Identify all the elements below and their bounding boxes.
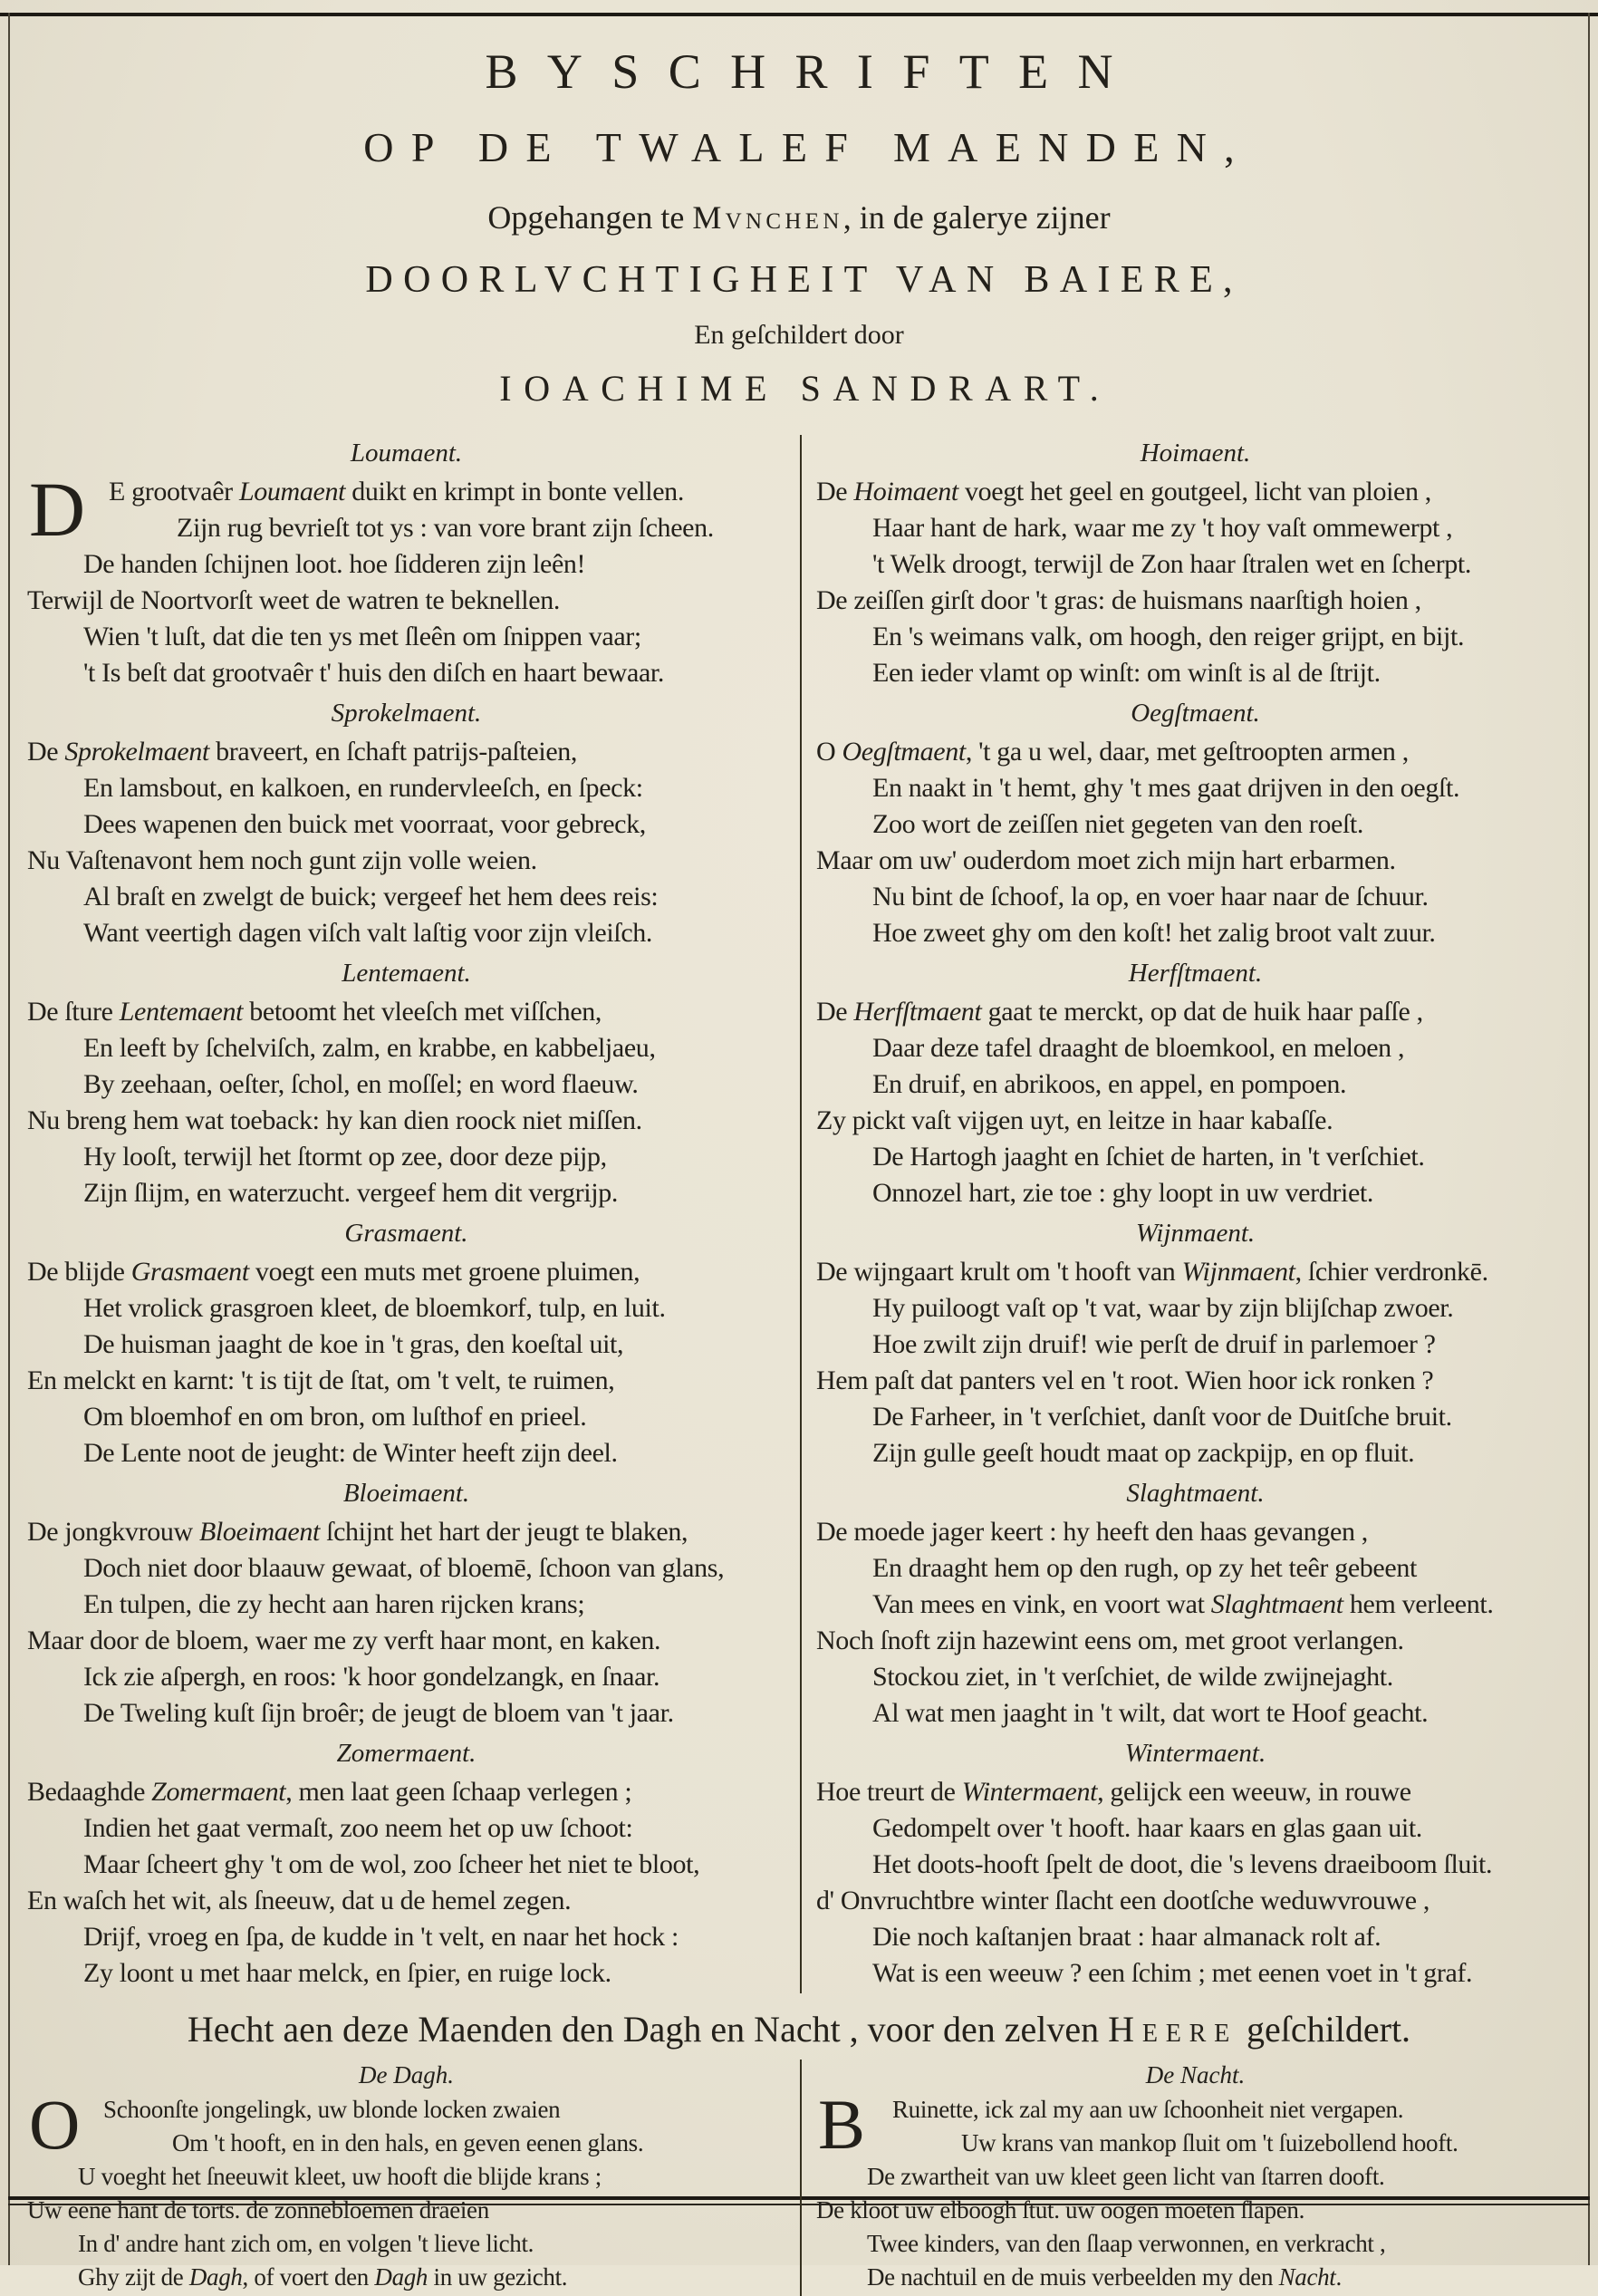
stanza-title: De Nacht. <box>1145 2061 1246 2089</box>
poem-line <box>816 770 1574 806</box>
poem-line <box>816 1030 1574 1066</box>
line-text: Hoe zweet ghy om den koſt! het zalig broot valt zuur. <box>872 918 1436 948</box>
line-text: En waſch het wit, als ſneeuw, dat u de hemel zegen. <box>27 1886 572 1915</box>
poem-line <box>27 655 785 691</box>
stanza-hoimaent <box>816 439 1574 691</box>
line-text: , 't ga u wel, daar, met geſtroopten armen , <box>965 737 1409 767</box>
poem-line <box>816 2194 1574 2227</box>
line-text: Uw eene hant de torts. de zonnebloemen draeien <box>27 2196 489 2224</box>
poem-line <box>816 1810 1574 1847</box>
dedication-pre: Opgehangen te <box>487 199 693 236</box>
stanza-body <box>816 994 1574 1211</box>
line-text: En leeft by ſchelviſch, zalm, en krabbe, en kabbeljaeu, <box>83 1033 656 1063</box>
poem-line <box>27 770 785 806</box>
day-night-columns <box>27 2056 1574 2296</box>
poem-line <box>27 1514 785 1550</box>
line-text: E grootvaêr <box>109 477 239 506</box>
line-text: Doch niet door blaauw gewaat, of bloemē, ſchoon van glans, <box>83 1553 725 1583</box>
line-text: Het doots-hooft ſpelt de doot, die 's levens draeiboom ſluit. <box>872 1849 1493 1879</box>
dedication-post: , in de galerye zijner <box>842 199 1111 236</box>
line-text: De moede jager keert : hy heeft den haas gevangen , <box>816 1517 1368 1547</box>
poem-line <box>27 2194 785 2227</box>
month-name-italic: Loumaent <box>238 477 346 506</box>
stanza-body <box>816 2085 1574 2294</box>
masthead <box>0 16 1598 410</box>
poem-line <box>27 619 785 655</box>
line-text: , ſchier verdronkē. <box>1295 1257 1488 1287</box>
line-text: Om 't hooft, en in den hals, en geven eenen glans. <box>172 2129 644 2156</box>
line-text: Gedompelt over 't hooft. haar kaars en glas gaan uit. <box>872 1813 1422 1843</box>
poem-line <box>27 583 785 619</box>
hecht-post: geſchildert. <box>1237 2009 1411 2050</box>
poem-line <box>816 843 1574 879</box>
line-text: U voeght het ſneeuwit kleet, uw hooft die blijde krans ; <box>78 2163 602 2190</box>
poem-line <box>27 1066 785 1103</box>
poem-line <box>816 915 1574 951</box>
stanza-body <box>27 1254 785 1471</box>
line-text: Zijn ſlijm, en waterzucht. vergeef hem dit vergrijp. <box>83 1178 618 1208</box>
line-text: Twee kinders, van den ſlaap verwonnen, en verkracht , <box>867 2230 1386 2257</box>
poem-line <box>816 1066 1574 1103</box>
poem-line <box>27 1175 785 1211</box>
line-text: De wijngaart krult om 't hooft van <box>816 1257 1182 1287</box>
stanza-body <box>27 1774 785 1992</box>
line-text: Al braſt en zwelgt de buick; vergeef het hem dees reis: <box>83 882 659 912</box>
poem-line <box>816 546 1574 583</box>
poem-line <box>816 1290 1574 1326</box>
poem-line <box>27 2261 785 2294</box>
painted-by-line: En geſchildert door <box>694 320 904 350</box>
bottom-column-divider <box>800 2060 802 2296</box>
line-text: Die noch kaſtanjen braat : haar almanack rolt af. <box>872 1922 1381 1952</box>
poem-line <box>816 1514 1574 1550</box>
line-text: . <box>1335 2263 1342 2291</box>
poem-line <box>27 843 785 879</box>
poem-line <box>816 879 1574 915</box>
poem-line <box>816 1587 1574 1623</box>
line-text: betoomt het vleeſch met viſſchen, <box>243 997 602 1027</box>
month-name-italic: Lentemaent <box>119 997 244 1027</box>
stanza-bloeimaent <box>27 1479 785 1732</box>
poem-line <box>816 619 1574 655</box>
stanza-title: Herfſtmaent. <box>1128 959 1263 988</box>
line-text: Zy pickt vaſt vijgen uyt, en leitze in haar kabaſſe. <box>816 1105 1333 1135</box>
line-text: Hem paſt dat panters vel en 't root. Wien hoor ick ronken ? <box>816 1365 1434 1395</box>
line-text: De ſture <box>27 997 120 1027</box>
line-text: 't Is beſt dat grootvaêr t' huis den diſch en haart bewaar. <box>83 658 665 688</box>
stanza-body <box>816 1774 1574 1992</box>
nacht-column <box>816 2056 1574 2296</box>
poem-line <box>816 1175 1574 1211</box>
stanza-body <box>27 994 785 1211</box>
line-text: Drijf, vroeg en ſpa, de kudde in 't velt, en naar het hock : <box>83 1922 679 1952</box>
line-text: De Lente noot de jeught: de Winter heeft zijn deel. <box>83 1438 618 1468</box>
poem-line <box>816 1955 1574 1992</box>
poem-line <box>27 1587 785 1623</box>
poem-line <box>27 510 785 546</box>
line-text: De zwartheit van uw kleet geen licht van ſtarren dooft. <box>867 2163 1385 2190</box>
line-text: De <box>816 997 854 1027</box>
poem-line <box>816 510 1574 546</box>
line-text: in uw gezicht. <box>428 2263 568 2291</box>
poem-line <box>816 2127 1574 2160</box>
line-text: En lamsbout, en kalkoen, en rundervleeſch, en ſpeck: <box>83 773 643 803</box>
stanza-title: Oegſtmaent. <box>1131 699 1260 728</box>
stanza-sprokelmaent <box>27 699 785 951</box>
poem-line <box>27 1774 785 1810</box>
poem-line <box>27 2227 785 2261</box>
poem-line <box>816 806 1574 843</box>
poem-line <box>27 1695 785 1732</box>
stanza-grasmaent <box>27 1219 785 1471</box>
poem-line <box>816 1774 1574 1810</box>
stanza-body <box>27 734 785 951</box>
stanza-title: Lentemaent. <box>342 959 471 988</box>
line-text: De Tweling kuſt ſijn broêr; de jeugt de bloem van 't jaar. <box>83 1698 674 1728</box>
stanza-zomermaent <box>27 1739 785 1992</box>
column-divider <box>800 435 802 1993</box>
stanza-body <box>816 474 1574 691</box>
line-text: braveert, en ſchaft patrijs-paſteien, <box>208 737 578 767</box>
stanza-title: Bloeimaent. <box>342 1479 470 1508</box>
poem-line <box>27 546 785 583</box>
line-text: Ick zie aſpergh, en roos: 'k hoor gondelzangk, en ſnaar. <box>83 1662 660 1692</box>
stanza-wintermaent <box>816 1739 1574 1992</box>
line-text: gaat te merckt, op dat de huik haar paſſe , <box>981 997 1423 1027</box>
poem-line <box>27 1326 785 1363</box>
line-text: De <box>27 737 65 767</box>
line-text: Maar om uw' ouderdom moet zich mijn hart erbarmen. <box>816 845 1396 875</box>
line-text: De Farheer, in 't verſchiet, danſt voor de Duitſche bruit. <box>872 1402 1452 1432</box>
drop-cap: D <box>29 466 86 553</box>
stanza-loumaent <box>27 439 785 691</box>
line-text: Hy puiloogt vaſt op 't vat, waar by zijn blijſchap zwoer. <box>872 1293 1454 1323</box>
poem-line <box>816 1139 1574 1175</box>
stanza-body <box>27 1514 785 1732</box>
artist-name: IOACHIME SANDRART. <box>499 368 1112 409</box>
month-name-italic: Herfſtmaent <box>853 997 982 1027</box>
line-text: De nachtuil en de muis verbeelden my den <box>867 2263 1279 2291</box>
line-text: En draaght hem op den rugh, op zy het teêr gebeent <box>872 1553 1417 1583</box>
line-text: In d' andre hant zich om, en volgen 't lieve licht. <box>78 2230 534 2257</box>
line-text: Zijn rug bevrieſt tot ys : van vore brant zijn ſcheen. <box>177 513 714 543</box>
main-title: BYSCHRIFTEN <box>485 44 1142 99</box>
line-text: Daar deze tafel draaght de bloemkool, en meloen , <box>872 1033 1405 1063</box>
line-text: , men laat geen ſchaap verlegen ; <box>285 1777 632 1807</box>
line-text: Nu Vaſtenavont hem noch gunt zijn volle weien. <box>27 845 537 875</box>
poem-line <box>816 2261 1574 2294</box>
month-name-italic: Wijnmaent <box>1181 1257 1295 1287</box>
stanza-body <box>27 466 785 691</box>
line-text: ſchijnt het hart der jeugt te blaken, <box>319 1517 688 1547</box>
line-text: Wat is een weeuw ? een ſchim ; met eenen voet in 't graf. <box>872 1958 1473 1988</box>
page-content <box>0 16 1598 2296</box>
month-name-italic: Grasmaent <box>130 1257 249 1287</box>
month-name-italic: Bloeimaent <box>198 1517 320 1547</box>
poem-line <box>27 1435 785 1471</box>
stanza-title: Hoimaent. <box>1140 439 1251 468</box>
poem-line <box>816 1363 1574 1399</box>
line-text: , gelijck een weeuw, in rouwe <box>1097 1777 1411 1807</box>
month-name-italic: Sprokelmaent <box>64 737 209 767</box>
drop-cap: B <box>818 2085 866 2164</box>
left-column <box>27 431 785 1993</box>
line-text: Hoe zwilt zijn druif! wie perſt de druif in parlemoer ? <box>872 1329 1436 1359</box>
stanza-title: De Dagh. <box>359 2061 454 2089</box>
line-text: O <box>816 737 842 767</box>
line-text: Maar door de bloem, waer me zy verft haar mont, en kaken. <box>27 1626 661 1655</box>
stanza-slaghtmaent <box>816 1479 1574 1732</box>
poem-line <box>816 474 1574 510</box>
line-text: En melckt en karnt: 't is tijt de ſtat, om 't velt, te ruimen, <box>27 1365 615 1395</box>
poem-line <box>27 1550 785 1587</box>
line-text: Een ieder vlamt op winſt: om winſt is al de ſtrijt. <box>872 658 1381 688</box>
line-text: Wien 't luſt, dat die ten ys met ſleên om ſnippen vaar; <box>83 622 641 651</box>
line-text: Nu bint de ſchoof, la op, en voer haar naar de ſchuur. <box>872 882 1429 912</box>
poem-line <box>816 734 1574 770</box>
month-name-italic: Hoimaent <box>853 477 958 506</box>
month-name-italic: Oegſtmaent <box>842 737 966 767</box>
poem-line <box>27 1103 785 1139</box>
line-text: Indien het gaat vermaſt, zoo neem het op uw ſchoot: <box>83 1813 633 1843</box>
line-text: Nu breng hem wat toeback: hy kan dien roock niet miſſen. <box>27 1105 642 1135</box>
poem-line <box>27 2127 785 2160</box>
poem-line <box>816 1883 1574 1919</box>
line-text: Bedaaghde <box>27 1777 152 1807</box>
poem-line <box>27 2093 785 2127</box>
stanza-title: Wintermaent. <box>1124 1739 1266 1768</box>
line-text: De blijde <box>27 1257 131 1287</box>
line-text: Van mees en vink, en voort wat <box>872 1589 1211 1619</box>
line-text: Onnozel hart, zie toe : ghy loopt in uw verdriet. <box>872 1178 1374 1208</box>
poem-line <box>27 2160 785 2194</box>
poem-line <box>816 655 1574 691</box>
line-text: duikt en krimpt in bonte vellen. <box>345 477 684 506</box>
poem-line <box>27 1847 785 1883</box>
poem-line <box>816 2093 1574 2127</box>
poem-line <box>27 1254 785 1290</box>
poem-line <box>27 1955 785 1992</box>
poem-line <box>816 2227 1574 2261</box>
line-text: Zoo wort de zeiſſen niet gegeten van den roeſt. <box>872 809 1364 839</box>
poem-line <box>816 1399 1574 1435</box>
stanza-body <box>816 1254 1574 1471</box>
line-text: hem verleent. <box>1343 1589 1494 1619</box>
stanza-body <box>816 1514 1574 1732</box>
poem-line <box>816 1254 1574 1290</box>
poem-line <box>27 1919 785 1955</box>
stanza-wijnmaent <box>816 1219 1574 1471</box>
hecht-pre: Hecht aen deze Maenden den Dagh en Nacht , voor den zelven <box>187 2009 1109 2050</box>
line-text: voegt het geel en goutgeel, licht van ploien , <box>958 477 1431 506</box>
line-text: En druif, en abrikoos, en appel, en pompoen. <box>872 1069 1347 1099</box>
poem-line <box>816 1103 1574 1139</box>
stanza-lentemaent <box>27 959 785 1211</box>
line-text: Haar hant de hark, waar me zy 't hoy vaſt ommewerpt , <box>872 513 1453 543</box>
drop-cap: O <box>29 2085 81 2164</box>
day-night-heading <box>0 2008 1598 2050</box>
line-text: Terwijl de Noortvorſt weet de watren te beknellen. <box>27 585 561 615</box>
dagh-column <box>27 2056 785 2296</box>
stanza-title: Loumaent. <box>350 439 463 468</box>
line-text: Want veertigh dagen viſch valt laſtig voor zijn vleiſch. <box>83 918 653 948</box>
poem-line <box>27 879 785 915</box>
poem-line <box>27 1030 785 1066</box>
stanza-title: Grasmaent. <box>344 1219 468 1248</box>
poem-line <box>27 1363 785 1399</box>
line-text: Noch ſnoft zijn hazewint eens om, met groot verlangen. <box>816 1626 1404 1655</box>
month-name-italic: Dagh <box>188 2263 243 2291</box>
line-text: De Hartogh jaaght en ſchiet de harten, in 't verſchiet. <box>872 1142 1425 1172</box>
poem-line <box>27 1139 785 1175</box>
line-text: Zy loont u met haar melck, en ſpier, en ruige lock. <box>83 1958 611 1988</box>
line-text: De handen ſchijnen loot. hoe ſidderen zijn leên! <box>83 549 586 579</box>
line-text: En naakt in 't hemt, ghy 't mes gaat drijven in den oegſt. <box>872 773 1460 803</box>
stanza-title: Wijnmaent. <box>1135 1219 1256 1248</box>
line-text: , of voert den <box>242 2263 375 2291</box>
poem-line <box>27 1290 785 1326</box>
line-text: De zeiſſen girſt door 't gras: de huismans naarſtigh hoien , <box>816 585 1421 615</box>
month-name-italic: Nacht <box>1278 2263 1336 2291</box>
stanza-de-dagh <box>27 2061 785 2294</box>
poem-line <box>27 734 785 770</box>
subtitle-months: OP DE TWALEF MAENDEN, <box>363 124 1252 170</box>
poem-line <box>816 1847 1574 1883</box>
line-text: De kloot uw elboogh ſtut. uw oogen moeten ſlapen. <box>816 2196 1305 2224</box>
poem-line <box>27 994 785 1030</box>
line-text: Hy looſt, terwijl het ſtormt op zee, door deze pijp, <box>83 1142 607 1172</box>
line-text: Stockou ziet, in 't verſchiet, de wilde zwijnejaght. <box>872 1662 1393 1692</box>
line-text: voegt een muts met groene pluimen, <box>248 1257 640 1287</box>
line-text: Al wat men jaaght in 't wilt, dat wort te Hoof geacht. <box>872 1698 1429 1728</box>
line-text: Hoe treurt de <box>816 1777 962 1807</box>
dedication-line <box>0 198 1598 236</box>
line-text: Zijn gulle geeſt houdt maat op zackpijp, en op fluit. <box>872 1438 1415 1468</box>
poem-line <box>816 1435 1574 1471</box>
stanza-body <box>816 734 1574 951</box>
patron-title: DOORLVCHTIGHEIT VAN BAIERE, <box>365 259 1243 301</box>
line-text: Maar ſcheert ghy 't om de wol, zoo ſcheer het niet te bloot, <box>83 1849 700 1879</box>
line-text: By zeehaan, oeſter, ſchol, en moſſel; en word flaeuw. <box>83 1069 639 1099</box>
line-text: En tulpen, die zy hecht aan haren rijcken krans; <box>83 1589 585 1619</box>
line-text: En 's weimans valk, om hoogh, den reiger grijpt, en bijt. <box>872 622 1465 651</box>
line-text: De <box>816 477 854 506</box>
right-column <box>816 431 1574 1993</box>
stanza-title: Slaghtmaent. <box>1126 1479 1265 1508</box>
heere-smallcaps: Heere <box>1108 2009 1238 2050</box>
stanza-oegstmaent <box>816 699 1574 951</box>
poem-line <box>27 1883 785 1919</box>
line-text: Dees wapenen den buick met voorraat, voor gebreck, <box>83 809 646 839</box>
poem-line <box>27 1623 785 1659</box>
city-name: Mvnchen <box>692 199 843 236</box>
poem-line <box>27 1810 785 1847</box>
line-text: Uw krans van mankop ſluit om 't ſuizebollend hooft. <box>961 2129 1458 2156</box>
line-text: Schoonſte jongelingk, uw blonde locken zwaien <box>103 2096 561 2123</box>
month-name-italic: Zomermaent <box>151 1777 286 1807</box>
poem-line <box>27 1399 785 1435</box>
line-text: d' Onvruchtbre winter ſlacht een dootſche weduwvrouwe , <box>816 1886 1430 1915</box>
line-text: Om bloemhof en om bron, om luſthof en prieel. <box>83 1402 587 1432</box>
line-text: De huisman jaaght de koe in 't gras, den koeſtal uit, <box>83 1329 624 1359</box>
poem-line <box>816 583 1574 619</box>
poem-line <box>816 1326 1574 1363</box>
line-text: De jongkvrouw <box>27 1517 199 1547</box>
poem-line <box>816 2160 1574 2194</box>
month-name-italic: Dagh <box>374 2263 428 2291</box>
month-name-italic: Wintermaent <box>961 1777 1098 1807</box>
stanza-title: Sprokelmaent. <box>331 699 482 728</box>
line-text: Ruinette, ick zal my aan uw ſchoonheit niet vergapen. <box>892 2096 1404 2123</box>
poem-line <box>816 1623 1574 1659</box>
stanza-herfstmaent <box>816 959 1574 1211</box>
poem-line <box>816 1919 1574 1955</box>
line-text: Ghy zijt de <box>78 2263 189 2291</box>
poem-line <box>816 1659 1574 1695</box>
poem-line <box>27 474 785 510</box>
poem-line <box>27 915 785 951</box>
month-columns <box>27 431 1574 1993</box>
stanza-body <box>27 2085 785 2294</box>
poem-line <box>816 1695 1574 1732</box>
stanza-de-nacht <box>816 2061 1574 2294</box>
poem-line <box>816 994 1574 1030</box>
poem-line <box>816 1550 1574 1587</box>
month-name-italic: Slaghtmaent <box>1210 1589 1343 1619</box>
line-text: 't Welk droogt, terwijl de Zon haar ſtralen wet en ſcherpt. <box>872 549 1471 579</box>
poem-line <box>27 806 785 843</box>
stanza-title: Zomermaent. <box>336 1739 477 1768</box>
poem-line <box>27 1659 785 1695</box>
line-text: Het vrolick grasgroen kleet, de bloemkorf, tulp, en luit. <box>83 1293 666 1323</box>
